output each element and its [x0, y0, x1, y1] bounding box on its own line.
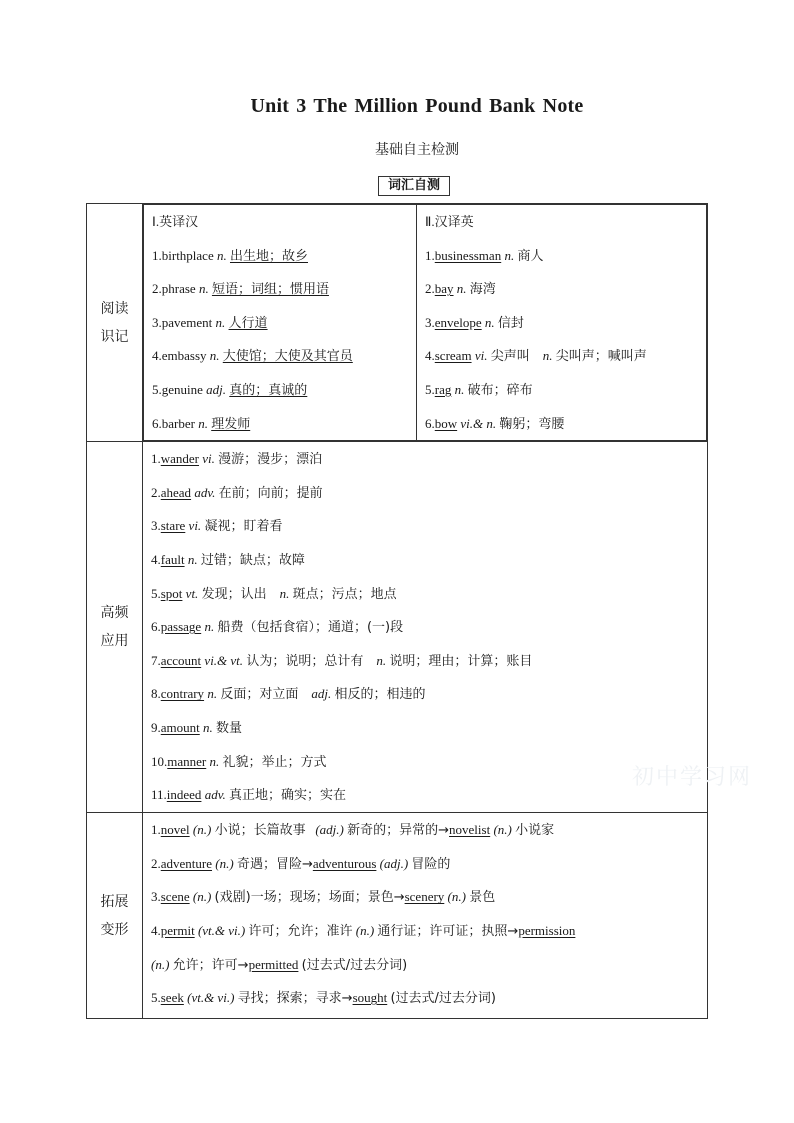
- entry-number: 1.: [152, 247, 162, 263]
- entry-pos: vt.: [185, 585, 199, 601]
- entry-meaning: 理发师: [211, 416, 251, 432]
- vocab-entry: [151, 745, 707, 779]
- entry-meaning: 短语；词组；惯用语: [211, 282, 329, 298]
- entry-meaning: 数量: [216, 720, 243, 736]
- vocab-entry: [151, 677, 707, 711]
- entry-pos: vi.: [202, 451, 215, 467]
- vocab-entry: [151, 610, 707, 644]
- entry-number: 2.: [152, 281, 162, 297]
- entry-pos: n.: [484, 314, 495, 330]
- ext-line-3: 3.scene (n.) (戏剧)一场；现场；场面；景色→scenery (n.) 景色: [151, 889, 496, 906]
- entry-word: manner: [167, 753, 207, 769]
- entry-meaning: 过错；缺点；故障: [200, 552, 305, 568]
- entry-meaning: 海湾: [469, 282, 496, 298]
- ext-line-1: 1.novel (n.) 小说；长篇故事 (adj.) 新奇的；异常的→novelist (n.) 小说家: [151, 822, 555, 839]
- entry-pos-2: adj.: [311, 686, 332, 702]
- entry-meaning: 大使馆；大使及其官员: [222, 349, 353, 365]
- vocab-entry: [152, 339, 416, 373]
- entry-number: 4.: [151, 551, 161, 567]
- entry-number: 4.: [152, 348, 162, 364]
- entry-pos: n.: [203, 719, 213, 735]
- entry-word: genuine: [161, 381, 203, 397]
- entry-pos: n.: [216, 247, 227, 263]
- e2c-header: Ⅰ.英译汉: [152, 214, 199, 229]
- vocab-table: [86, 203, 708, 1019]
- vocab-entry: [425, 272, 706, 306]
- entry-number: 1.: [425, 247, 435, 263]
- entry-word: wander: [160, 451, 200, 467]
- entry-number: 9.: [151, 719, 161, 735]
- ext-line-2: 2.adventure (n.) 奇遇；冒险→adventurous (adj.) 冒险的: [151, 855, 451, 872]
- vocab-entry: [151, 644, 707, 678]
- section-box-label: 词汇自测: [378, 176, 450, 196]
- entry-number: 6.: [425, 415, 435, 431]
- entry-meaning: 认为；说明；总计有: [246, 653, 364, 669]
- ext-column: [143, 813, 707, 1015]
- e2c-column: [144, 205, 416, 440]
- entry-meaning-2: 尖叫声；喊叫声: [555, 349, 647, 365]
- entry-pos: vi.: [474, 348, 488, 364]
- entry-word: ahead: [160, 484, 192, 500]
- entry-pos: vi.: [188, 518, 202, 534]
- high-column: [143, 442, 707, 812]
- entry-word: businessman: [434, 247, 502, 263]
- entry-pos: n.: [198, 281, 209, 297]
- entry-number: 5.: [425, 381, 435, 397]
- ext-line-4: 4.permit (vt.& vi.) 许可；允许；准许 (n.) 通行证；许可证；执照→permission: [151, 922, 576, 939]
- c2e-header: Ⅱ.汉译英: [425, 214, 474, 229]
- ext-line-5: (n.) 允许；许可→permitted (过去式/过去分词): [151, 956, 408, 973]
- entry-pos: vi.& vt.: [204, 652, 244, 668]
- entry-pos: adv.: [194, 484, 216, 500]
- entry-number: 2.: [151, 484, 161, 500]
- entry-meaning: 礼貌；举止；方式: [222, 754, 327, 770]
- entry-meaning: 尖声叫: [490, 349, 530, 365]
- vocab-entry: [151, 509, 707, 543]
- entry-word: pavement: [161, 314, 213, 330]
- entry-pos: n.: [454, 381, 465, 397]
- entry-word: spot: [160, 585, 183, 601]
- entry-pos: n.: [215, 314, 226, 330]
- read-inner-table: [143, 204, 707, 441]
- vocab-entry: [425, 306, 706, 340]
- entry-pos-2: n.: [376, 652, 387, 668]
- entry-pos: n.: [209, 753, 220, 769]
- vocab-entry: [151, 577, 707, 611]
- entry-number: 5.: [151, 585, 161, 601]
- entry-pos: n.: [504, 247, 515, 263]
- entry-meaning-2: 斑点；污点；地点: [292, 586, 397, 602]
- entry-word: amount: [160, 719, 200, 735]
- vocab-entry: [152, 306, 416, 340]
- section-label-read: 阅读 识记: [87, 204, 143, 442]
- entry-number: 8.: [151, 686, 161, 702]
- watermark: 初中学习网: [632, 765, 753, 790]
- entry-meaning: 商人: [517, 248, 544, 264]
- vocab-entry: [425, 373, 706, 407]
- entry-pos: n.: [209, 348, 220, 364]
- c2e-column: [417, 205, 706, 440]
- entry-pos: adv.: [204, 787, 226, 803]
- entry-meaning: 出生地；故乡: [229, 248, 308, 264]
- entry-meaning: 真正地；确实；实在: [229, 788, 347, 804]
- entry-pos: vi.& n.: [460, 415, 497, 431]
- vocab-entry: [151, 476, 707, 510]
- entry-meaning-2: 说明；理由；计算；账目: [389, 653, 533, 669]
- entry-pos: n.: [456, 281, 467, 297]
- entry-meaning: 发现；认出: [201, 586, 267, 602]
- vocab-entry: [425, 339, 706, 373]
- entry-number: 3.: [152, 314, 162, 330]
- entry-meaning: 真的；真诚的: [229, 382, 308, 398]
- entry-pos: adj.: [206, 381, 227, 397]
- entry-number: 6.: [151, 619, 161, 635]
- page-subtitle: 基础自主检测: [375, 142, 459, 158]
- vocab-entry: [152, 272, 416, 306]
- entry-pos-2: n.: [279, 585, 290, 601]
- section-label-ext: 拓展 变形: [87, 813, 143, 1019]
- entry-meaning: 凝视；盯着看: [204, 519, 283, 535]
- section-label-high: 高频 应用: [87, 442, 143, 813]
- entry-pos: n.: [207, 686, 218, 702]
- vocab-entry: [152, 239, 416, 273]
- entry-word: barber: [161, 415, 195, 431]
- entry-number: 5.: [152, 381, 162, 397]
- entry-word: phrase: [161, 281, 196, 297]
- vocab-entry: [152, 373, 416, 407]
- entry-word: account: [160, 652, 202, 668]
- entry-meaning: 船费（包括食宿）；通道；(一)段: [217, 620, 404, 636]
- entry-meaning: 人行道: [228, 315, 268, 331]
- vocab-entry: [425, 407, 706, 441]
- entry-word: bay: [434, 281, 454, 297]
- entry-word: indeed: [166, 787, 202, 803]
- entry-pos: n.: [198, 415, 208, 431]
- entry-word: fault: [160, 551, 185, 567]
- vocab-entry: [425, 239, 706, 273]
- vocab-entry: [151, 543, 707, 577]
- entry-number: 2.: [425, 281, 435, 297]
- section-high: [87, 442, 708, 813]
- entry-meaning: 在前；向前；提前: [218, 485, 323, 501]
- entry-meaning: 破布；碎布: [467, 382, 533, 398]
- entry-word: contrary: [160, 686, 205, 702]
- section-read: [87, 204, 708, 442]
- entry-word: stare: [160, 518, 186, 534]
- vocab-entry: [151, 778, 707, 812]
- entry-meaning-2: 相反的；相违的: [334, 687, 426, 703]
- entry-word: embassy: [161, 348, 207, 364]
- entry-pos-2: n.: [542, 348, 553, 364]
- vocab-entry: [151, 711, 707, 745]
- entry-number: 4.: [425, 348, 435, 364]
- entry-meaning: 鞠躬；弯腰: [499, 416, 565, 432]
- ext-line-6: 5.seek (vt.& vi.) 寻找；探索；寻求→sought (过去式/过去分词): [151, 990, 497, 1007]
- vocab-entry: [151, 442, 707, 476]
- section-ext: [87, 813, 708, 1019]
- entry-pos: n.: [204, 619, 215, 635]
- page-title: Unit 3 The Million Pound Bank Note: [250, 95, 584, 117]
- entry-meaning: 信封: [497, 315, 524, 331]
- entry-meaning: 反面；对立面: [220, 687, 299, 703]
- entry-pos: n.: [187, 551, 198, 567]
- entry-meaning: 漫游；漫步；漂泊: [218, 452, 323, 468]
- entry-word: passage: [160, 619, 202, 635]
- entry-number: 1.: [151, 451, 161, 467]
- entry-number: 6.: [152, 415, 162, 431]
- entry-number: 7.: [151, 652, 161, 668]
- entry-number: 10.: [151, 753, 168, 769]
- entry-word: rag: [434, 381, 452, 397]
- entry-number: 3.: [425, 314, 435, 330]
- entry-number: 3.: [151, 518, 161, 534]
- entry-word: birthplace: [161, 247, 214, 263]
- entry-word: bow: [434, 415, 458, 431]
- vocab-entry: [152, 407, 416, 441]
- entry-number: 11.: [151, 787, 167, 803]
- entry-word: envelope: [434, 314, 482, 330]
- entry-word: scream: [434, 348, 472, 364]
